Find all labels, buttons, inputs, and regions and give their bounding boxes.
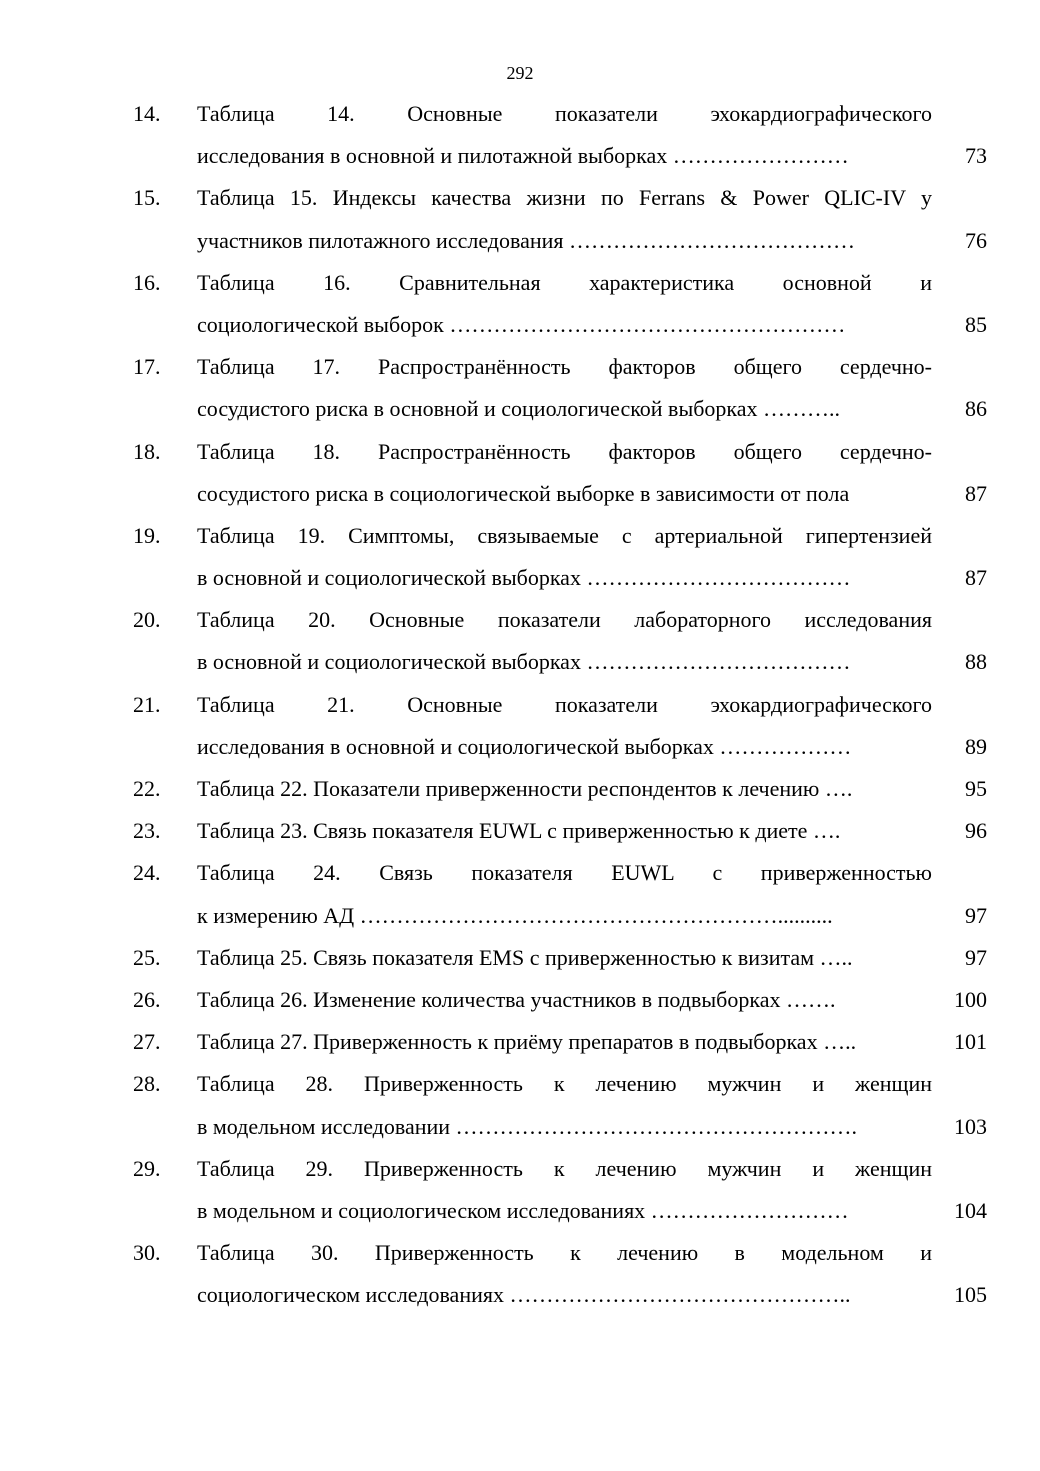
toc-entry-page: 101 (954, 1029, 987, 1055)
toc-entry-title: в модельном исследовании ………………………………………………. (197, 1113, 858, 1139)
toc-entry-title: в модельном и социологическом исследованиях ……………………… (197, 1197, 849, 1223)
toc-entry-title: Таблица 29. Приверженность к лечению мужчин и женщин (197, 1155, 932, 1181)
toc-entry-title: Таблица 18. Распространённость факторов общего сердечно- (197, 438, 932, 464)
toc-entry-page: 87 (965, 565, 987, 591)
toc-entry-line (0, 434, 1040, 476)
toc-entry-number: 23. (133, 818, 161, 844)
toc-entry-line (0, 771, 1040, 813)
toc-entry-number: 30. (133, 1240, 161, 1266)
toc-entry-line (0, 560, 1040, 602)
toc-entry-line (0, 307, 1040, 349)
toc-entry-title: Таблица 19. Симптомы, связываемые с артериальной гипертензией (197, 522, 932, 548)
toc-entry-title: к измерению АД ………………………………………………….......... (197, 902, 833, 928)
toc-entry (0, 940, 1040, 982)
toc-entry-page: 97 (965, 902, 987, 928)
toc-entry (0, 687, 1040, 771)
toc-entry (0, 265, 1040, 349)
toc-entry-line (0, 982, 1040, 1024)
toc-entry (0, 813, 1040, 855)
toc-entry (0, 1066, 1040, 1150)
toc-entry-line (0, 644, 1040, 686)
toc-entry-line (0, 813, 1040, 855)
toc-entry-line (0, 855, 1040, 897)
toc-entry-title: Таблица 28. Приверженность к лечению мужчин и женщин (197, 1071, 932, 1097)
toc-entry-number: 27. (133, 1029, 161, 1055)
toc-entry-line (0, 1151, 1040, 1193)
page-number: 292 (506, 63, 534, 83)
toc-entry-line (0, 898, 1040, 940)
toc-entry-title: Таблица 16. Сравнительная характеристика основной и (197, 269, 932, 295)
toc-entry-title: в основной и социологической выборках ……………………………… (197, 649, 851, 675)
toc-entry (0, 1235, 1040, 1319)
toc-entry-number: 28. (133, 1071, 161, 1097)
toc-entry (0, 855, 1040, 939)
toc-entry-number: 15. (133, 185, 161, 211)
toc-entry (0, 180, 1040, 264)
toc-entry-line (0, 1024, 1040, 1066)
toc-entry-number: 29. (133, 1155, 161, 1181)
toc-entry-line (0, 96, 1040, 138)
toc-entry-number: 24. (133, 860, 161, 886)
table-of-tables-list (0, 96, 1040, 1319)
toc-entry (0, 518, 1040, 602)
toc-entry-title: Таблица 26. Изменение количества участников в подвыборках ……. (197, 986, 836, 1012)
toc-entry-title: социологической выборок ……………………………………………… (197, 311, 846, 337)
toc-entry-line (0, 1109, 1040, 1151)
toc-entry-page: 105 (954, 1282, 987, 1308)
toc-entry-line (0, 391, 1040, 433)
toc-entry (0, 349, 1040, 433)
toc-entry-line (0, 940, 1040, 982)
toc-entry-title: сосудистого риска в социологической выборке в зависимости от пола (197, 480, 850, 506)
toc-entry-page: 95 (965, 776, 987, 801)
toc-entry-number: 21. (133, 691, 161, 717)
toc-entry-title: Таблица 24. Связь показателя EUWL с приверженностью (197, 860, 932, 886)
toc-entry-page: 88 (965, 649, 987, 675)
toc-entry-line (0, 687, 1040, 729)
toc-entry-title: Таблица 27. Приверженность к приёму препаратов в подвыборках ….. (197, 1029, 857, 1055)
toc-entry-line (0, 349, 1040, 391)
toc-entry-number: 25. (133, 944, 161, 970)
toc-entry-title: Таблица 17. Распространённость факторов общего сердечно- (197, 354, 932, 380)
toc-entry-title: Таблица 25. Связь показателя EMS с приверженностью к визитам ….. (197, 944, 853, 970)
toc-entry-line (0, 1193, 1040, 1235)
toc-entry-title: участников пилотажного исследования ………………………………… (197, 227, 856, 253)
toc-entry-page: 100 (954, 986, 987, 1012)
toc-entry-line (0, 180, 1040, 222)
toc-entry (0, 1151, 1040, 1235)
toc-entry-number: 26. (133, 986, 161, 1012)
toc-entry-line (0, 729, 1040, 771)
toc-entry-page: 104 (954, 1197, 987, 1223)
toc-entry-number: 14. (133, 101, 161, 126)
toc-entry-number: 22. (133, 776, 161, 801)
toc-entry-page: 87 (965, 480, 987, 506)
toc-entry-title: в основной и социологической выборках ……………………………… (197, 565, 851, 591)
toc-entry-title: Таблица 22. Показатели приверженности респондентов к лечению …. (197, 776, 853, 801)
toc-entry (0, 982, 1040, 1024)
toc-entry-page: 76 (965, 227, 987, 253)
toc-entry-page: 96 (965, 818, 987, 844)
toc-entry-title: Таблица 14. Основные показатели эхокардиографического (197, 101, 932, 126)
toc-entry-page: 73 (965, 143, 987, 169)
toc-entry-number: 20. (133, 607, 161, 633)
toc-entry-title: социологическом исследованиях ……………………………………….. (197, 1282, 851, 1308)
toc-entry-title: исследования в основной и пилотажной выборках …………………… (197, 143, 849, 169)
toc-entry (0, 1024, 1040, 1066)
toc-entry-title: Таблица 20. Основные показатели лабораторного исследования (197, 607, 932, 633)
toc-entry-title: исследования в основной и социологической выборках ……………… (197, 733, 852, 759)
toc-entry-number: 18. (133, 438, 161, 464)
toc-entry-line (0, 476, 1040, 518)
toc-entry-line (0, 1235, 1040, 1277)
toc-entry (0, 96, 1040, 180)
toc-entry (0, 771, 1040, 813)
toc-entry-line (0, 1277, 1040, 1319)
toc-entry-page: 97 (965, 944, 987, 970)
toc-entry-page: 89 (965, 733, 987, 759)
toc-entry-line (0, 265, 1040, 307)
toc-entry-line (0, 518, 1040, 560)
toc-entry-title: Таблица 15. Индексы качества жизни по Ferrans & Power QLIC-IV у (197, 185, 932, 211)
toc-entry-number: 16. (133, 269, 161, 295)
toc-entry-title: Таблица 30. Приверженность к лечению в модельном и (197, 1240, 932, 1266)
toc-entry-page: 86 (965, 396, 987, 422)
toc-entry-line (0, 223, 1040, 265)
toc-entry-title: сосудистого риска в основной и социологической выборках ……….. (197, 396, 841, 422)
toc-entry-page: 103 (954, 1113, 987, 1139)
toc-entry-line (0, 1066, 1040, 1108)
toc-entry-line (0, 138, 1040, 180)
toc-entry-line (0, 602, 1040, 644)
toc-entry-number: 19. (133, 522, 161, 548)
toc-entry (0, 602, 1040, 686)
toc-entry-page: 85 (965, 311, 987, 337)
toc-entry-title: Таблица 21. Основные показатели эхокардиографического (197, 691, 932, 717)
toc-entry (0, 434, 1040, 518)
toc-entry-title: Таблица 23. Связь показателя EUWL с приверженностью к диете …. (197, 818, 841, 844)
toc-entry-number: 17. (133, 354, 161, 380)
